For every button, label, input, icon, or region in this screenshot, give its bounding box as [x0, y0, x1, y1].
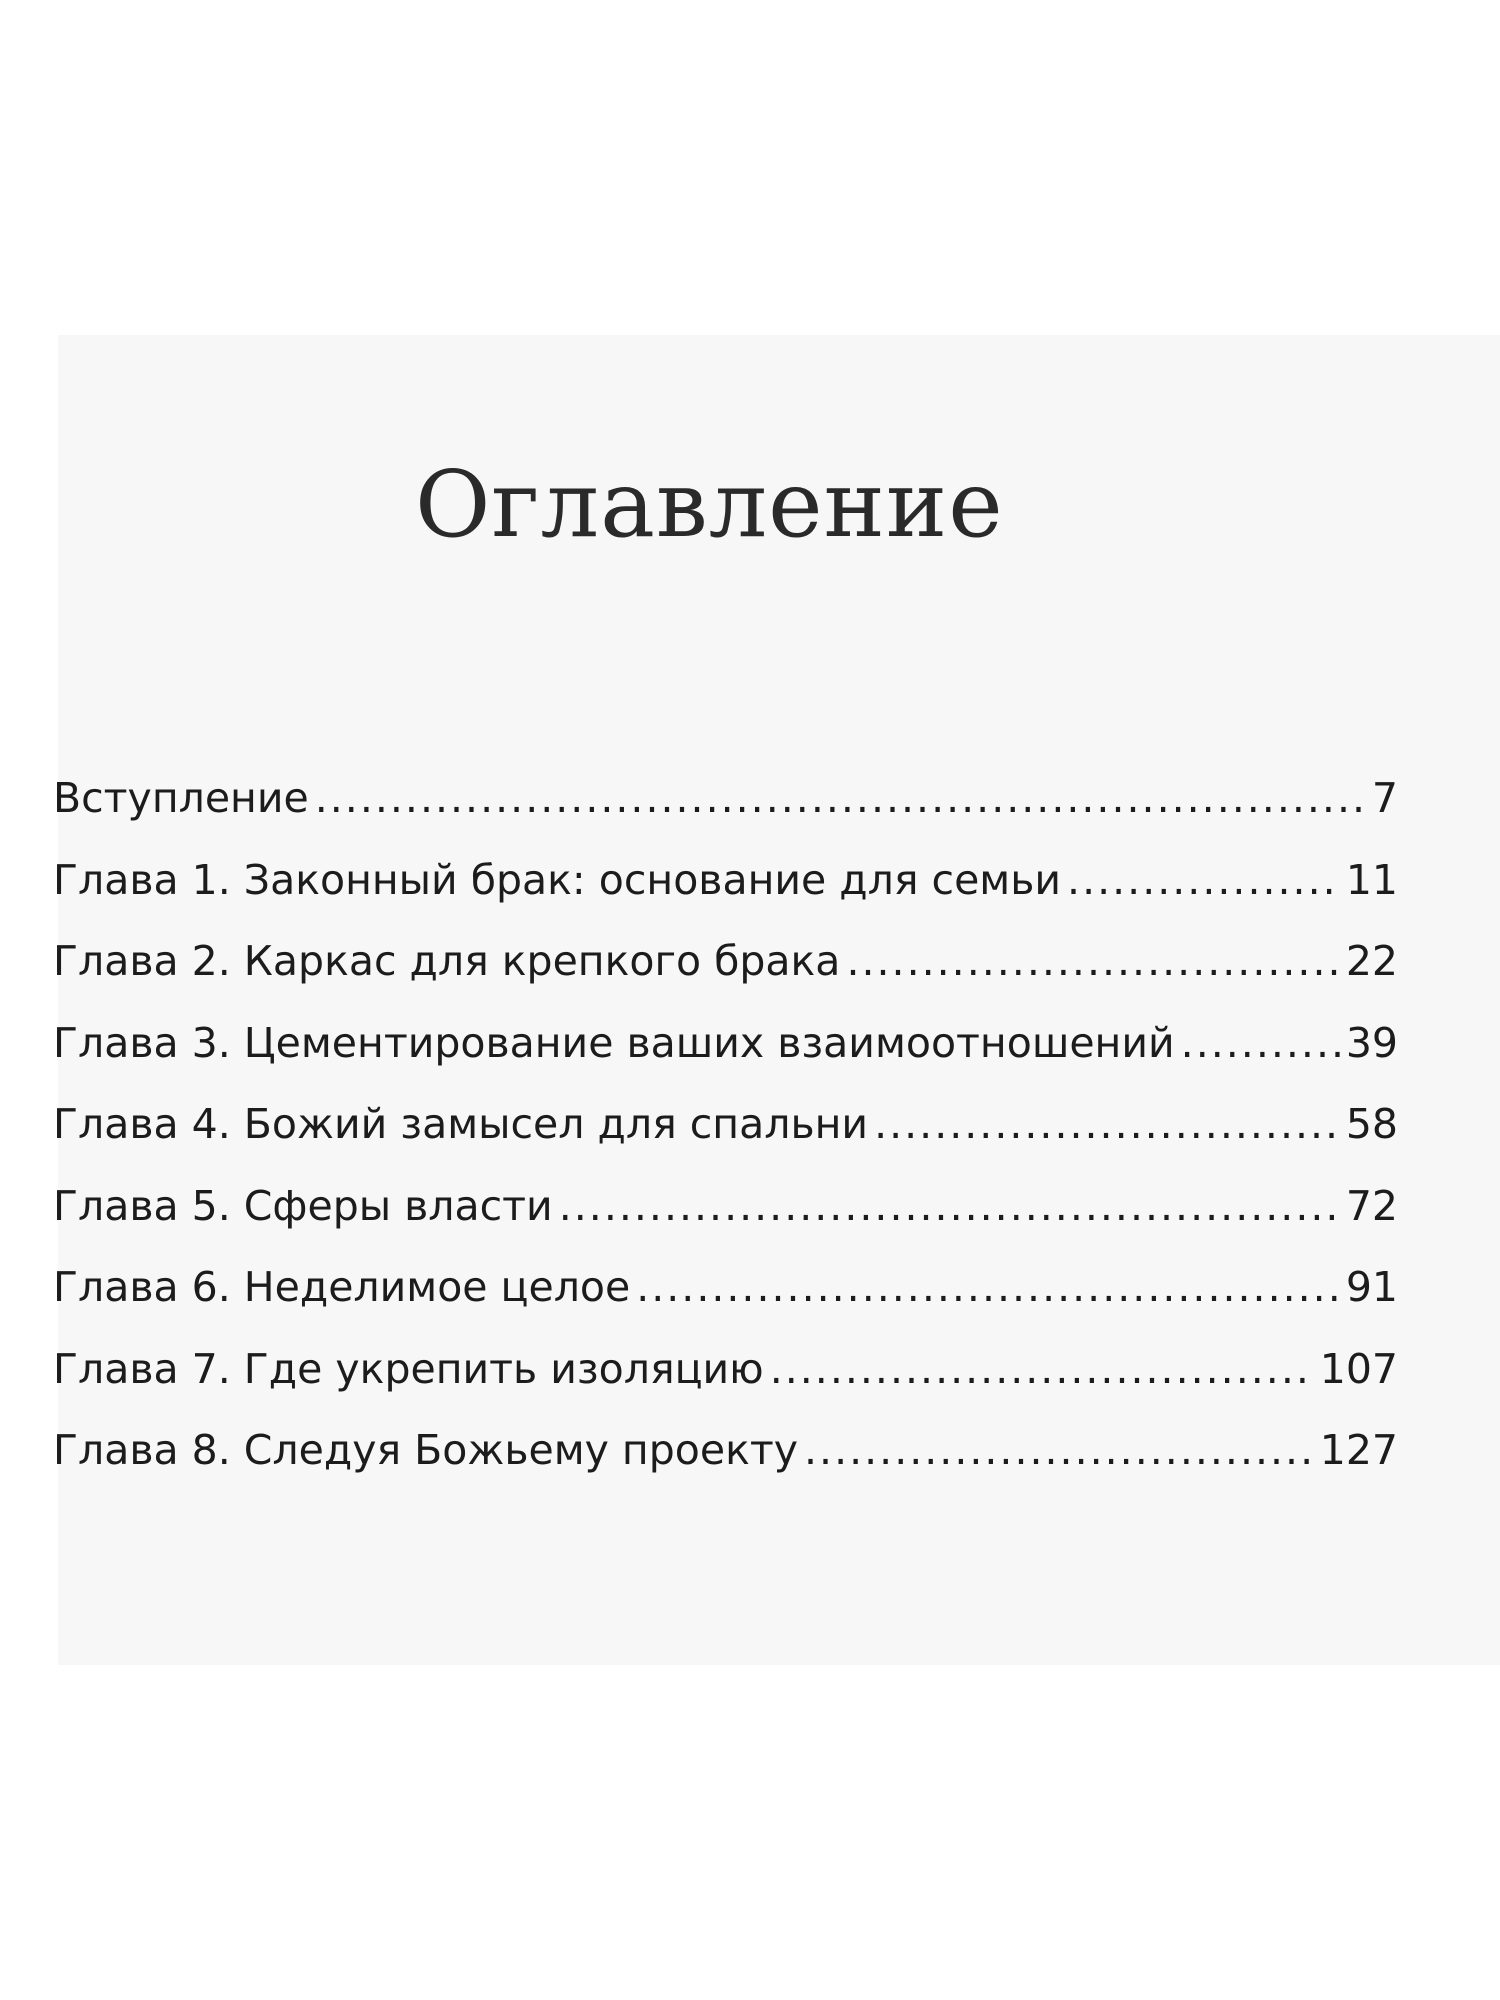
dot-leader	[1067, 840, 1340, 922]
toc-entry-label: Глава 8. Следуя Божьему проекту	[53, 1426, 798, 1474]
toc-entry-chapter-2	[53, 921, 1398, 1003]
page-title: Оглавление	[415, 451, 1004, 558]
toc-entry-label: Глава 7. Где укрепить изоляцию	[53, 1344, 764, 1393]
dot-leader	[846, 921, 1339, 1003]
toc-entry-chapter-8	[53, 1410, 1398, 1492]
toc-entry-chapter-4	[53, 1084, 1398, 1166]
toc-entry-page: 11	[1345, 855, 1398, 904]
dot-leader	[636, 1247, 1340, 1329]
toc-entry-chapter-3	[53, 1003, 1398, 1085]
toc-entry-chapter-1	[53, 840, 1398, 922]
toc-entry-chapter-6	[53, 1247, 1398, 1329]
dot-leader	[559, 1166, 1340, 1248]
toc-entry-chapter-5	[53, 1166, 1398, 1248]
toc-entry-page: 127	[1319, 1426, 1398, 1474]
dot-leader	[874, 1084, 1340, 1166]
toc-entry-page: 72	[1345, 1181, 1398, 1230]
toc-entry-label: Глава 3. Цементирование ваших взаимоотношений	[53, 1018, 1175, 1067]
toc-entry-chapter-7	[53, 1329, 1398, 1411]
dot-leader	[770, 1329, 1314, 1411]
toc-entry-page: 91	[1345, 1263, 1398, 1311]
toc-entry-label: Глава 6. Неделимое целое	[53, 1263, 631, 1311]
toc-entry-label: Глава 4. Божий замысел для спальни	[53, 1100, 869, 1148]
toc-entry-page: 58	[1345, 1100, 1398, 1148]
toc-entry-page: 7	[1371, 774, 1398, 822]
toc-entry-introduction	[53, 758, 1398, 840]
toc-entry-label: Глава 5. Сферы власти	[53, 1181, 553, 1230]
dot-leader	[804, 1410, 1314, 1492]
toc-entry-page: 107	[1319, 1344, 1398, 1393]
toc-entry-page: 39	[1345, 1018, 1398, 1067]
dot-leader	[315, 758, 1366, 840]
toc-entry-label: Глава 1. Законный брак: основание для семьи	[53, 855, 1062, 904]
toc-entry-page: 22	[1345, 937, 1398, 985]
table-of-contents	[53, 758, 1398, 1492]
toc-entry-label: Вступление	[53, 774, 309, 822]
toc-entry-label: Глава 2. Каркас для крепкого брака	[53, 937, 841, 985]
dot-leader	[1181, 1003, 1340, 1085]
